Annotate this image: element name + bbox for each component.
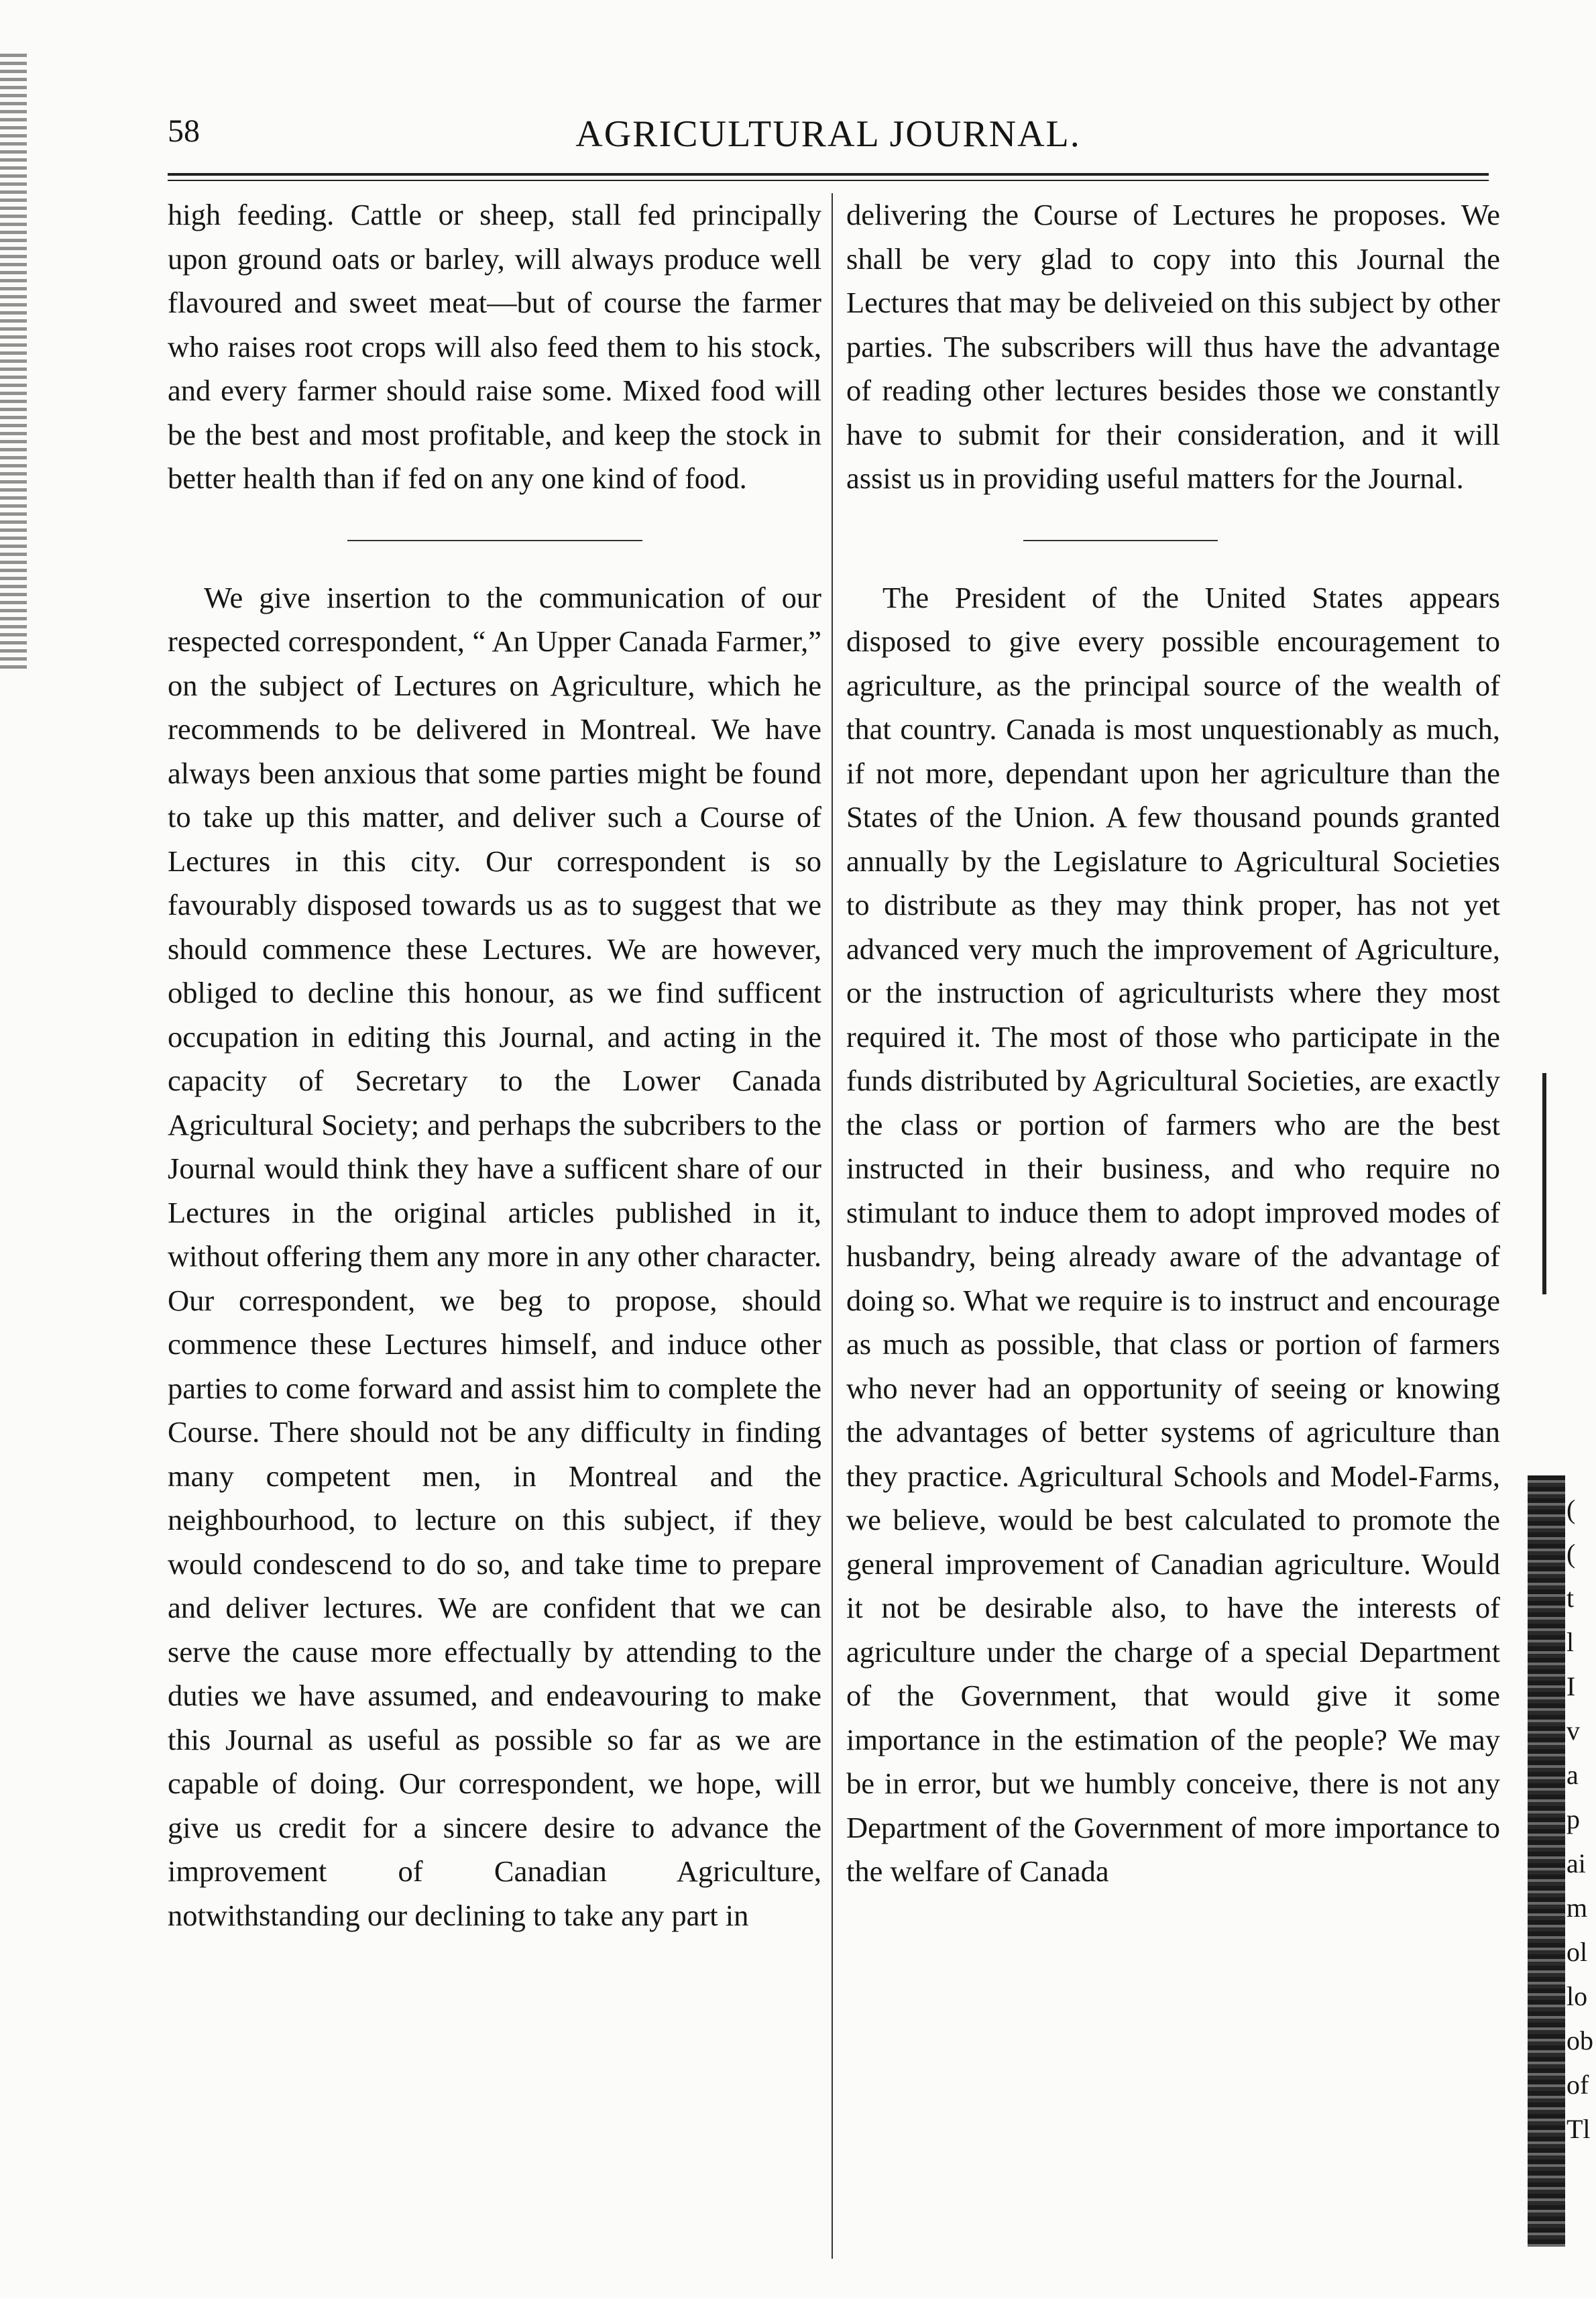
adjacent-letter: ob xyxy=(1566,2025,1593,2056)
paragraph-lectures: We give insertion to the communication of our respected correspondent, “ An Upper Canada Farmer,” on the subject of Lectures on Agriculture, which he recommends to be delivered in Montreal. We have always been anxious that some parties might be found to take up this matter, and deliver such a Course of Lectures in this city. Our correspondent is so favourably disposed towards us as to suggest that we should commence these Lectures. We are however, obliged to decline this honour, as we find sufficent occupation in editing this Journal, and acting in the capacity of Secretary to the Lower Canada Agricultural Society; and perhaps the subcribers to the Journal would think they have a sufficent share of our Lectures in the original articles published in it, without offering them any more in any other character. Our correspondent, we beg to propose, should commence these Lectures himself, and induce other parties to come forward and assist him to complete the Course. There should not be any difficulty in finding many competent men, in Montreal and the neighbourhood, to lecture on this subject, if they would condescend to do so, and take time to prepare and deliver lectures. We are confident that we can serve the cause more effectually by attending to the duties we have assumed, and endeavouring to make this Journal as useful as possible so far as we are capable of doing. Our correspondent, we hope, will give us credit for a sincere desire to advance the improvement of Canadian Agriculture, notwithstanding our declining to take any part in xyxy=(168,580,821,1932)
adjacent-letter: lo xyxy=(1566,1981,1588,2011)
adjacent-letter: t xyxy=(1566,1583,1575,1613)
adjacent-letter: Tl xyxy=(1566,2114,1591,2144)
adjacent-letter: a xyxy=(1566,1760,1579,1790)
adjacent-page-letters xyxy=(1566,1488,1596,2151)
margin-mark xyxy=(1542,1073,1546,1294)
adjacent-letter: l xyxy=(1566,1627,1575,1657)
paragraph-president: The President of the United States appears disposed to give every possible encouragement to agriculture, as the principal source of the wealth of that country. Canada is most unquestionably as much, if not more, dependant upon her agriculture than the States of the Union. A few thousand pounds granted annually by the Legislature to Agricultural Societies to distribute as they may think proper, has not yet advanced very much the improvement of Agriculture, or the instruction of agriculturists where they most required it. The most of those who participate in the funds distributed by Agricultural Societies, are exactly the class or portion of farmers who are the best instructed in their business, and who require no stimulant to induce them to adopt improved modes of husbandry, being already aware of the advantage of doing so. What we require is to instruct and encourage as much as possible, that class or portion of farmers who never had an opportunity of seeing or knowing the advantages of better systems of agriculture than they practice. Agricultural Schools and Model-Farms, we believe, would be best calculated to promote the general improvement of Canadian agriculture. Would it not be desirable also, to have the interests of agriculture under the charge of a special Department of the Government, that would give it some importance in the estimation of the people? We may be in error, but we humbly conceive, there is not any Department of the Government of more importance to the welfare of Canada xyxy=(846,580,1500,1888)
adjacent-letter: p xyxy=(1566,1804,1580,1834)
section-divider xyxy=(1023,540,1218,541)
running-title: AGRICULTURAL JOURNAL. xyxy=(575,113,1081,155)
adjacent-letter: ol xyxy=(1566,1937,1588,1967)
adjacent-letter: m xyxy=(1566,1893,1588,1923)
adjacent-letter: ai xyxy=(1566,1848,1586,1879)
right-column xyxy=(846,193,1500,2265)
adjacent-letter: ( xyxy=(1566,1538,1576,1569)
adjacent-letter: v xyxy=(1566,1716,1580,1746)
adjacent-letter: of xyxy=(1566,2070,1589,2100)
left-column xyxy=(168,193,821,2265)
header-rule xyxy=(168,173,1489,181)
column-divider xyxy=(832,193,833,2259)
paragraph-feeding: high feeding. Cattle or sheep, stall fed principally upon ground oats or barley, will always produce well flavoured and sweet meat—but of course the farmer who raises root crops will also feed them to his stock, and every farmer should raise some. Mixed food will be the best and most profitable, and keep the stock in better health than if fed on any one kind of food. xyxy=(168,198,821,495)
adjacent-letter: I xyxy=(1566,1671,1576,1701)
section-divider xyxy=(347,540,642,541)
page-header xyxy=(168,101,1489,174)
adjacent-letter: ( xyxy=(1566,1494,1576,1524)
binding-shadow xyxy=(0,54,27,671)
page-number: 58 xyxy=(168,113,200,149)
adjacent-page-edge xyxy=(1528,1475,1565,2247)
paragraph-lectures-continued: delivering the Course of Lectures he proposes. We shall be very glad to copy into this Journal the Lectures that may be deliveied on this subject by other parties. The subscribers will thus have the advantage of reading other lectures besides those we constantly have to submit for their consideration, and it will assist us in providing useful matters for the Journal. xyxy=(846,198,1500,495)
